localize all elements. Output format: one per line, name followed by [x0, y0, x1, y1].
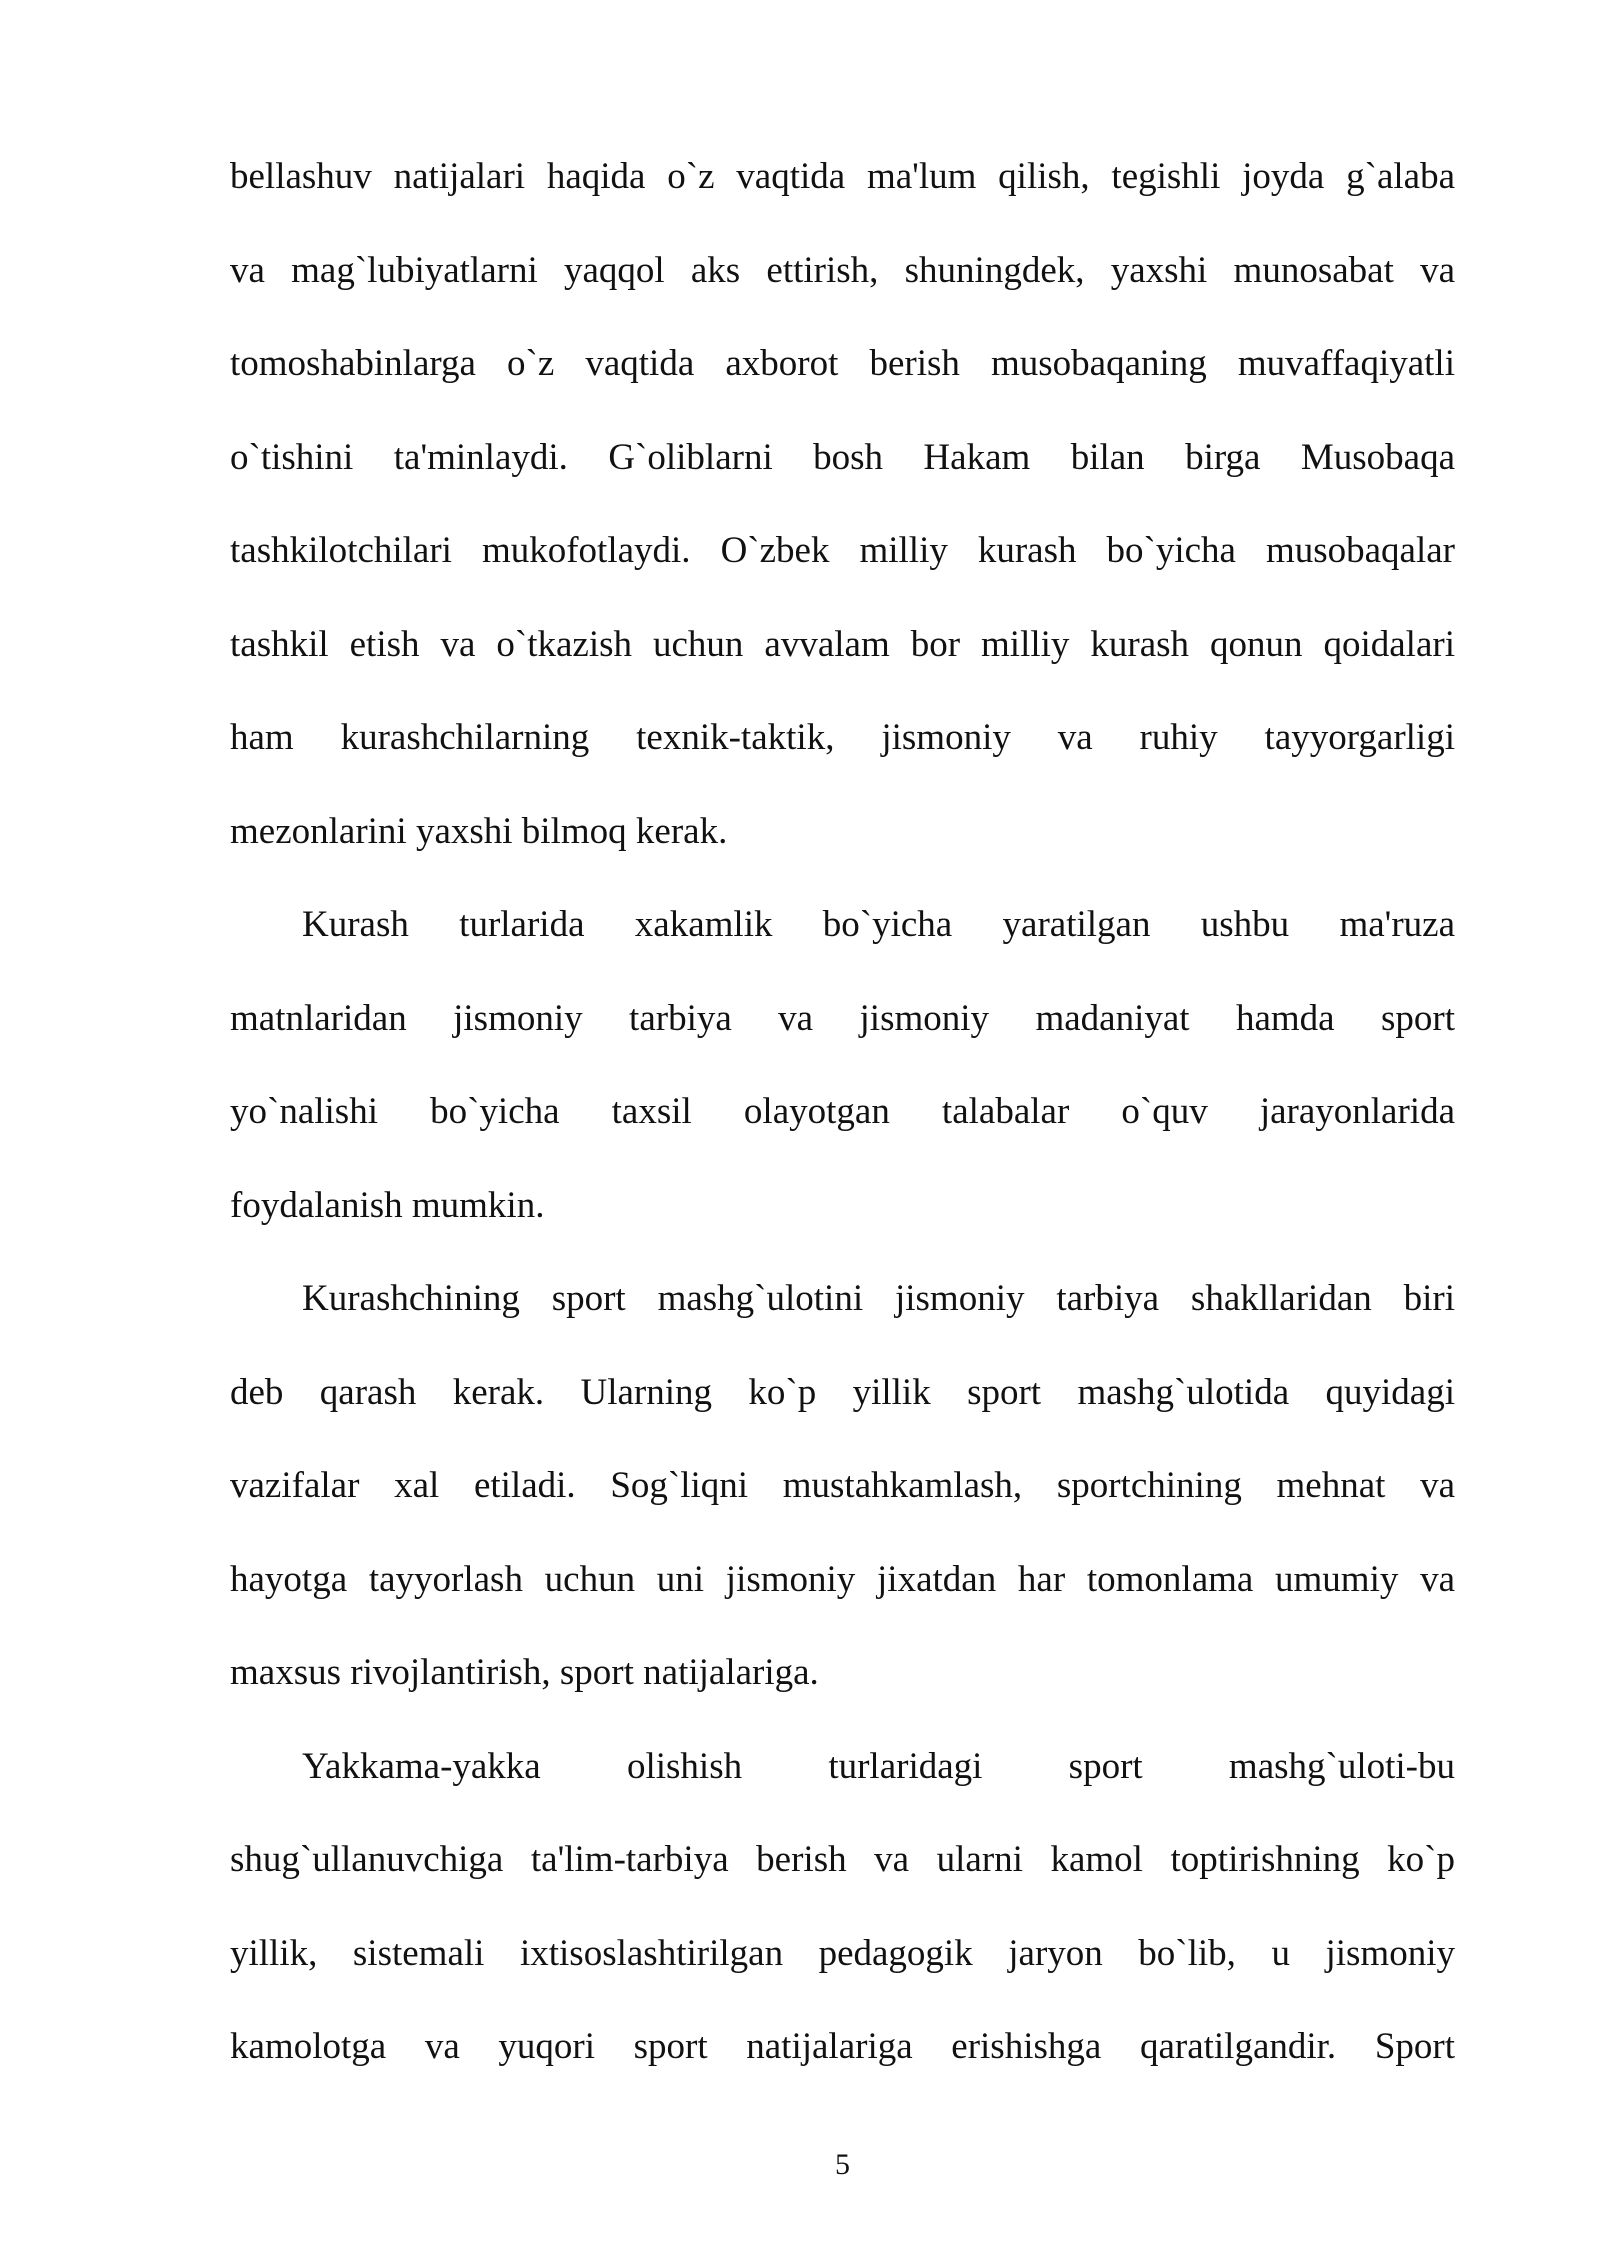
text-line: tashkil etish va o`tkazish uchun avvalam bor milliy kurash qonun qoidalari [230, 623, 1455, 665]
text-line: shug`ullanuvchiga ta'lim-tarbiya berish va ularni kamol toptirishning ko`p [230, 1839, 1455, 1880]
paragraph-first-line: Kurash turlarida xakamlik bo`yicha yaratilgan ushbu ma'ruza [302, 904, 1455, 945]
text-line: tashkilotchilari mukofotlaydi. O`zbek milliy kurash bo`yicha musobaqalar [230, 530, 1455, 571]
text-line: ham kurashchilarning texnik-taktik, jismoniy va ruhiy tayyorgarligi [230, 717, 1455, 758]
text-line: bellashuv natijalari haqida o`z vaqtida ma'lum qilish, tegishli joyda g`alaba [230, 156, 1455, 197]
page-number: 5 [835, 2148, 850, 2181]
text-line: vazifalar xal etiladi. Sog`liqni mustahkamlash, sportchining mehnat va [230, 1465, 1455, 1506]
text-line: tomoshabinlarga o`z vaqtida axborot berish musobaqaning muvaffaqiyatli [230, 343, 1455, 384]
text-line: kamolotga va yuqori sport natijalariga erishishga qaratilgandir. Sport [230, 2026, 1455, 2067]
text-line: yillik, sistemali ixtisoslashtirilgan pedagogik jaryon bo`lib, u jismoniy [230, 1932, 1455, 1974]
text-line: mezonlarini yaxshi bilmoq kerak. [230, 810, 728, 852]
text-line: foydalanish mumkin. [230, 1184, 545, 1226]
text-line: maxsus rivojlantirish, sport natijalariga. [230, 1652, 819, 1693]
paragraph-first-line: Kurashchining sport mashg`ulotini jismoniy tarbiya shakllaridan biri [302, 1278, 1455, 1319]
text-line: hayotga tayyorlash uchun uni jismoniy jixatdan har tomonlama umumiy va [230, 1558, 1455, 1600]
body-text [230, 130, 1455, 2094]
paragraph-first-line: Yakkama-yakka olishish turlaridagi sport mashg`uloti-bu [302, 1745, 1455, 1787]
text-line: matnlaridan jismoniy tarbiya va jismoniy madaniyat hamda sport [230, 997, 1455, 1039]
text-line: o`tishini ta'minlaydi. G`oliblarni bosh Hakam bilan birga Musobaqa [230, 436, 1455, 478]
text-line: va mag`lubiyatlarni yaqqol aks ettirish, shuningdek, yaxshi munosabat va [230, 249, 1455, 291]
text-line: deb qarash kerak. Ularning ko`p yillik sport mashg`ulotida quyidagi [230, 1371, 1455, 1413]
text-line: yo`nalishi bo`yicha taxsil olayotgan talabalar o`quv jarayonlarida [230, 1091, 1455, 1132]
